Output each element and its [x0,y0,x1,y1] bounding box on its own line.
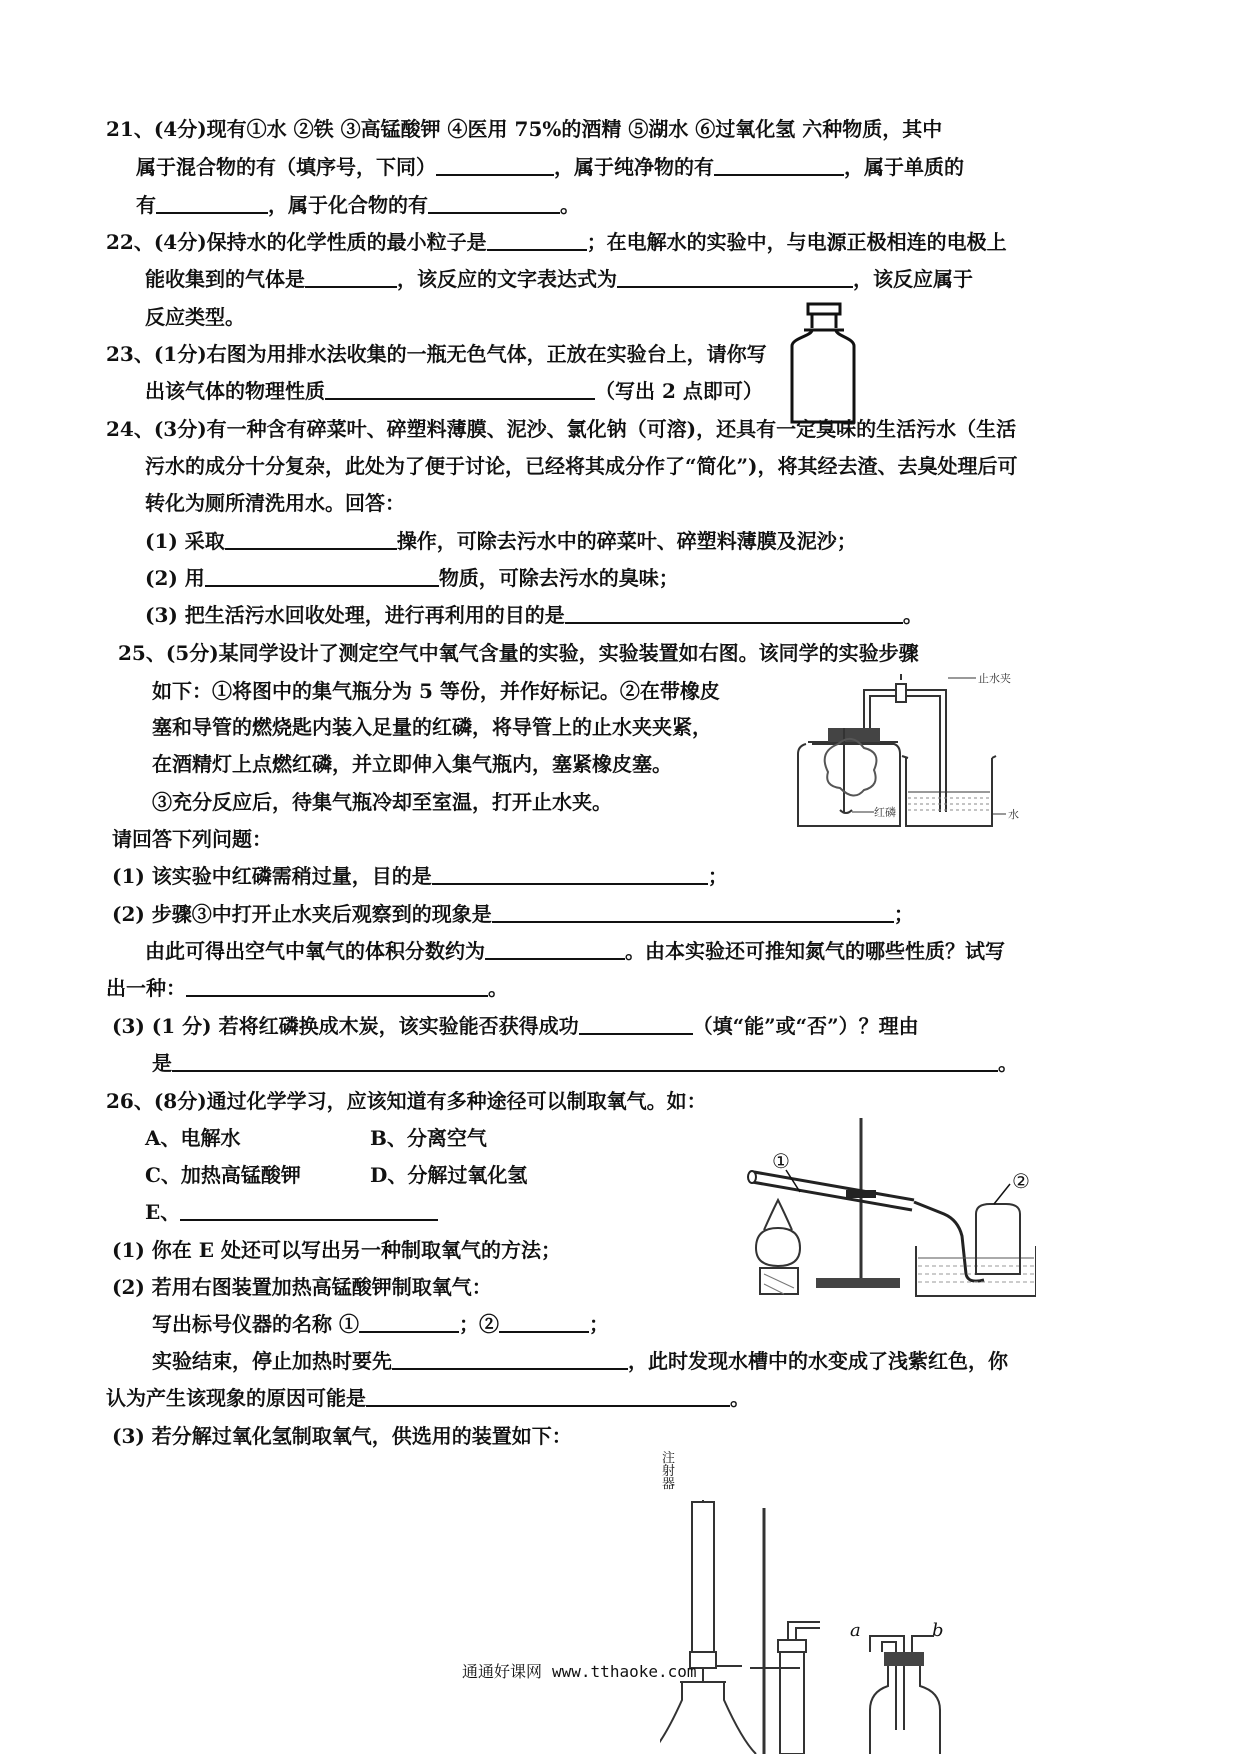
answer-blank[interactable] [487,229,587,251]
q25-text: 。 [998,1051,1018,1075]
q22-line2 [145,266,973,292]
answer-blank[interactable] [565,602,903,624]
q24-sub3 [145,602,923,628]
q22-line1 [106,229,1007,255]
q23-text: （写出 2 点即可） [595,379,763,403]
q26-sub2-end [152,1348,1008,1374]
q24-sub2 [145,565,679,591]
q24-line1: 24、(3分)有一种含有碎菜叶、碎塑料薄膜、泥沙、氯化钠（可溶)，还具有一定臭味的生活污水（生活 [106,417,1017,441]
q26-sub2: (2) 若用右图装置加热高锰酸钾制取氧气： [112,1275,492,1299]
q22-text: ，该反应的文字表达式为 [397,267,617,291]
q25-line2: 如下：①将图中的集气瓶分为 5 等份，并作好标记。②在带橡皮 [152,679,720,703]
q25-text: (2) 步骤③中打开止水夹后观察到的现象是 [112,902,492,926]
q21-text: 属于混合物的有（填序号，下同） [136,155,436,179]
q22-text: ，该反应属于 [853,267,973,291]
answer-blank[interactable] [492,901,894,923]
q22-text: ；在电解水的实验中，与电源正极相连的电极上 [586,230,1007,254]
q24-text: 。 [902,603,923,627]
q25-line1: 25、(5分)某同学设计了测定空气中氧气含量的实验，实验装置如右图。该同学的实验步骤 [118,641,919,665]
answer-blank[interactable] [485,938,625,960]
q26-text: ，此时发现水槽中的水变成了浅紫红色，你 [628,1349,1008,1373]
answer-blank[interactable] [366,1385,730,1407]
q24-text: (3) 把生活污水回收处理，进行再利用的目的是 [145,603,565,627]
answer-blank[interactable] [186,975,488,997]
q25-sub2-cont [145,938,1005,964]
q25-text: (1) 该实验中红磷需稍过量，目的是 [112,864,432,888]
q24-line3: 转化为厕所清洗用水。回答： [145,491,405,515]
gas-generation-apparatus-figure [660,1500,1050,1754]
q23-line2 [145,378,763,404]
q23-text: 出该气体的物理性质 [145,379,325,403]
q21-text: 有 [136,193,156,217]
answer-blank[interactable] [428,192,560,214]
q21-line1: 21、(4分)现有①水 ②铁 ③高锰酸钾 ④医用 75%的酒精 ⑤湖水 ⑥过氧化氢 六种物质，其中 [106,117,943,141]
q26-text: 写出标号仪器的名称 ① [152,1312,359,1336]
q26-text: ； [588,1312,609,1336]
oxygen-content-apparatus [788,662,1024,832]
q26-option-a: A、电解水 [145,1126,241,1150]
q24-sub1 [145,528,857,554]
q26-sub1: (1) 你在 E 处还可以写出另一种制取氧气的方法； [112,1238,561,1262]
q25-sub2 [112,901,914,927]
port-a-label: a [850,1620,861,1641]
q22-line3: 反应类型。 [145,305,245,329]
answer-blank[interactable] [156,192,268,214]
answer-blank[interactable] [436,154,554,176]
q26-sub2-names [152,1311,609,1337]
heating-apparatus-figure [744,1118,1036,1298]
q26-option-e [145,1199,438,1225]
q25-text: ； [893,902,914,926]
q25-text: （填“能”或“否”）？理由 [692,1014,919,1038]
answer-blank[interactable] [392,1348,628,1370]
q26-text: E、 [145,1200,181,1224]
q26-sub3: (3) 若分解过氧化氢制取氧气，供选用的装置如下： [112,1424,572,1448]
q21-line3 [136,192,580,218]
q25-text: 由此可得出空气中氧气的体积分数约为 [145,939,485,963]
answer-blank[interactable] [432,863,708,885]
q25-text: 是 [152,1051,172,1075]
footer-site-name: 通通好课网 [462,1662,543,1681]
answer-blank[interactable] [180,1199,438,1221]
clamp-label: 止水夹 [978,672,1011,685]
q26-text: 实验结束，停止加热时要先 [152,1349,392,1373]
q25-text: (3) (1 分) 若将红磷换成木炭，该实验能否获得成功 [112,1014,579,1038]
answer-blank[interactable] [499,1311,589,1333]
q25-line3: 塞和导管的燃烧匙内装入足量的红磷，将导管上的止水夹夹紧， [152,715,712,739]
answer-blank[interactable] [225,528,397,550]
instrument-2-label: ② [1012,1169,1030,1193]
q25-text: 。由本实验还可推知氮气的哪些性质？试写 [625,939,1005,963]
answer-blank[interactable] [305,266,397,288]
q25-ask: 请回答下列问题： [112,827,272,851]
q22-text: 22、(4分)保持水的化学性质的最小粒子是 [106,230,487,254]
q26-text: 认为产生该现象的原因可能是 [106,1386,366,1410]
answer-blank[interactable] [205,565,439,587]
answer-blank[interactable] [359,1311,459,1333]
footer-url[interactable]: www.tthaoke.com [552,1662,697,1681]
q24-text: (2) 用 [145,566,205,590]
answer-blank[interactable] [714,154,844,176]
q25-sub2-end [106,975,508,1001]
q25-sub1 [112,863,728,889]
q21-text: 。 [560,193,580,217]
q25-text: 。 [488,976,508,1000]
gas-bottle-figure [782,300,862,430]
q26-text: ；② [458,1312,499,1336]
q26-sub2-reason [106,1385,750,1411]
q25-sub3 [112,1013,919,1039]
q26-option-d: D、分解过氧化氢 [370,1163,528,1187]
q22-text: 能收集到的气体是 [145,267,305,291]
answer-blank[interactable] [325,378,595,400]
answer-blank[interactable] [172,1050,998,1072]
answer-blank[interactable] [617,266,853,288]
q25-line5: ③充分反应后，待集气瓶冷却至室温，打开止水夹。 [152,790,612,814]
page-footer [462,1659,697,1682]
q21-text: ，属于单质的 [844,155,964,179]
q26-option-b: B、分离空气 [370,1126,487,1150]
q21-line2 [136,154,964,180]
q24-text: 操作，可除去污水中的碎菜叶、碎塑料薄膜及泥沙； [396,529,857,553]
q25-text: ； [707,864,728,888]
q24-line2: 污水的成分十分复杂，此处为了便于讨论，已经将其成分作了“简化”)，将其经去渣、去臭处理后可 [145,454,1018,478]
water-label: 水 [1008,808,1019,821]
q21-text: ，属于纯净物的有 [554,155,714,179]
q25-text: 出一种： [106,976,186,1000]
q26-line1: 26、(8分)通过化学学习，应该知道有多种途径可以制取氧气。如： [106,1089,707,1113]
instrument-1-label: ① [772,1149,790,1173]
q21-text: ，属于化合物的有 [268,193,428,217]
q25-line4: 在酒精灯上点燃红磷，并立即伸入集气瓶内，塞紧橡皮塞。 [152,752,672,776]
q26-text: 。 [730,1386,750,1410]
syringe-label: 注射器 [662,1451,676,1492]
q25-sub3-cont [152,1050,1018,1076]
answer-blank[interactable] [579,1013,693,1035]
q23-line1: 23、(1分)右图为用排水法收集的一瓶无色气体，正放在实验台上，请你写 [106,342,767,366]
q24-text: (1) 采取 [145,529,225,553]
phosphorus-label: 红磷 [874,806,896,819]
q26-option-c: C、加热高锰酸钾 [145,1163,301,1187]
port-b-label: b [932,1620,944,1641]
q24-text: 物质，可除去污水的臭味； [438,566,679,590]
